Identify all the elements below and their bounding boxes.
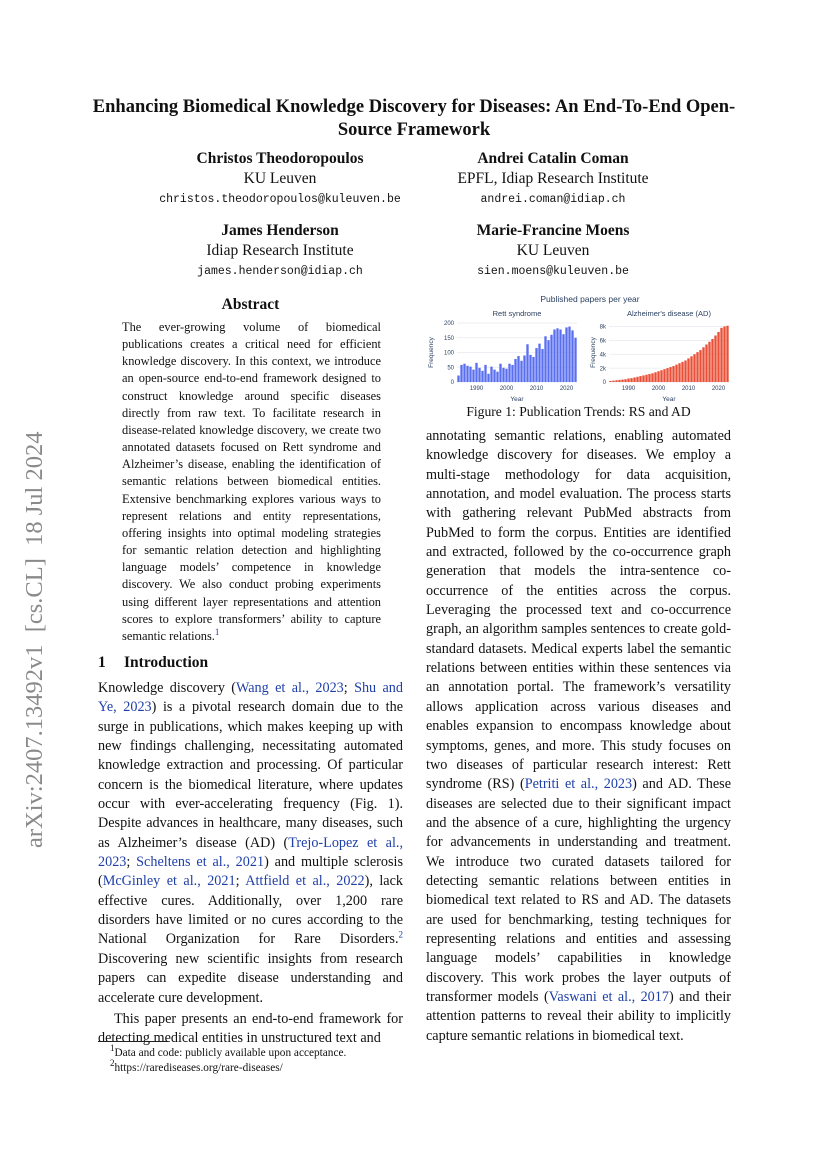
bar — [702, 347, 704, 382]
y-tick-label: 0 — [450, 380, 454, 387]
bar — [630, 378, 632, 382]
bar — [571, 330, 573, 382]
bar — [627, 379, 629, 382]
bar — [690, 356, 692, 382]
bar — [684, 360, 686, 382]
bar — [556, 328, 558, 382]
bar — [505, 369, 507, 382]
intro-right-column — [426, 427, 731, 1046]
section-number: 1 — [98, 654, 106, 671]
author-block-3 — [130, 221, 430, 280]
bar — [672, 366, 674, 382]
footnote-mark: 1 — [110, 1043, 115, 1054]
bar — [687, 358, 689, 382]
bar — [511, 365, 513, 382]
bar — [693, 354, 695, 382]
bar — [615, 380, 617, 382]
text-run: ; — [343, 680, 355, 696]
footnote-2 — [110, 1058, 410, 1076]
bar — [493, 370, 495, 382]
intro-paragraph-3 — [426, 427, 731, 1046]
bar — [708, 342, 710, 382]
abstract-text — [122, 319, 381, 645]
author-block-4 — [403, 221, 703, 280]
bar — [520, 361, 522, 382]
bar — [681, 362, 683, 382]
footnote-text[interactable]: https://rarediseases.org/rare-diseases/ — [114, 1062, 283, 1074]
bar — [490, 367, 492, 382]
y-tick-label: 200 — [443, 321, 454, 328]
text-run: ) is a pivotal research domain due to the surge in publications, which makes keeping up with new findings challenging, necessitating automated knowledge extraction and processing. Of particular concern is the biomedical literature, where updates occur with ever-accelerating frequency (Fig. 1). Despite advances in healthcare, many diseases, such as Alzheimer’s disease (AD) ( — [98, 699, 403, 851]
y-tick-label: 0 — [602, 380, 606, 387]
bar — [496, 372, 498, 382]
chart-subtitle: Rett syndrome — [492, 309, 542, 318]
bar — [529, 355, 531, 382]
bar — [621, 380, 623, 382]
author-email[interactable]: james.henderson@idiap.ch — [197, 265, 363, 278]
bar — [487, 374, 489, 382]
bar — [663, 369, 665, 382]
bar — [523, 355, 525, 382]
y-tick-label: 4k — [599, 352, 606, 359]
bar — [612, 381, 614, 382]
bar — [526, 344, 528, 382]
footnote-marker[interactable]: 1 — [214, 626, 220, 637]
text-run: ) and multiple sclerosis ( — [98, 854, 403, 890]
footnote-divider — [98, 1041, 168, 1042]
figure-caption: Figure 1: Publication Trends: RS and AD — [466, 404, 691, 419]
bar — [472, 370, 474, 382]
author-affiliation: KU Leuven — [516, 242, 590, 259]
bar — [514, 359, 516, 382]
bar — [562, 334, 564, 382]
section-heading — [98, 654, 208, 672]
text-run: annotating semantic relations, enabling automated knowledge discovery for diseases. We employ a multi-stage methodology for data acquisition, annotation, and model evaluation. The process starts with gathering relevant PubMed abstracts from PubMed to form the corpus. Entities are identified and extracted, followed by the co-occurrence graph generation that models the intra-sentence co-occurrence of the entities across the corpus. Leveraging the processed text and co-occurrence graph, an algorithm samples sentences to create gold-standard datasets. Medical experts label the semantic relations between entities within these sentences via an annotation portal. The framework’s versatility allows application across various diseases and enables expansion to encompass knowledge about symptoms, genes, and more. This study focuses on two diseases of particular research interest: Rett syndrome (RS) ( — [426, 428, 731, 793]
intro-paragraph-2: This paper presents an end-to-end framework for detecting medical entities in unstructured text and — [98, 1010, 403, 1047]
bar — [714, 335, 716, 382]
publication-trends-figure — [420, 290, 740, 405]
figure-title: Published papers per year — [540, 294, 640, 304]
bar — [654, 372, 656, 382]
bar — [508, 364, 510, 382]
arxiv-identifier — [8, 360, 52, 860]
bar — [648, 374, 650, 382]
bar — [720, 328, 722, 382]
citation-link[interactable]: McGinley et al., 2021 — [102, 873, 236, 890]
arxiv-identifier-text: arXiv:2407.13492v1 [cs.CL] 18 Jul 2024 — [21, 431, 48, 848]
x-tick-label: 2010 — [681, 386, 696, 392]
x-tick-label: 2020 — [559, 386, 574, 392]
author-name: Christos Theodoropoulos — [196, 150, 364, 167]
author-affiliation: Idiap Research Institute — [206, 242, 354, 259]
bar — [609, 381, 611, 382]
section-title: Introduction — [124, 654, 209, 671]
bar — [466, 366, 468, 382]
x-tick-label: 2020 — [711, 386, 726, 392]
bar — [469, 367, 471, 382]
intro-left-column — [98, 679, 403, 1049]
bar — [517, 356, 519, 382]
bar — [657, 371, 659, 382]
bar — [538, 344, 540, 382]
bar — [624, 379, 626, 382]
bar — [705, 345, 707, 382]
bar — [636, 377, 638, 382]
abstract-paragraph: The ever-growing volume of biomedical publications creates a critical need for efficient knowledge discovery. In this context, we introduce an open-source end-to-end framework designed to construct knowledge around specific diseases directly from raw text. To facilitate research in disease-related knowledge discovery, we create two annotated datasets focused on Rett syndrome and Alzheimer’s disease, enabling the identification of semantic relations between biomedical entities. Extensive benchmarking explores various ways to represent relations and entity representations, offering insights into optimal modeling strategies for semantic relation detection and highlighting language models’ competence in knowledge discovery. We also conduct probing experiments using different layer representations and attention scores to explore transformers’ ability to capture semantic relations. — [122, 320, 381, 643]
figure-svg — [420, 290, 740, 405]
x-tick-label: 1990 — [621, 386, 636, 392]
author-name: Marie-Francine Moens — [476, 222, 630, 239]
footnote-mark: 2 — [110, 1058, 115, 1069]
text-run: ), lack effective cures. Additionally, over 1,200 rare disorders have limited or no cures according to the National Organization for Rare Disorders. — [98, 873, 403, 948]
y-axis-label: Frequency — [590, 337, 597, 368]
chart-subtitle: Alzheimer's disease (AD) — [627, 309, 711, 318]
citation-link[interactable]: Attfield et al., 2022 — [245, 873, 365, 890]
bar — [669, 367, 671, 382]
text-run: Discovering new scientific insights from research papers can expedite disease understanding and accelerate cure development. — [98, 950, 403, 1006]
text-run: ; — [235, 873, 246, 890]
bar — [717, 332, 719, 382]
bar — [550, 335, 552, 382]
bar — [541, 349, 543, 382]
bar — [675, 365, 677, 382]
citation-link[interactable]: Scheltens et al., 2021 — [136, 854, 265, 871]
bar — [726, 326, 728, 382]
author-name: Andrei Catalin Coman — [477, 150, 629, 167]
y-tick-label: 8k — [599, 324, 606, 331]
bar — [535, 348, 537, 382]
bar — [478, 368, 480, 382]
bar — [460, 365, 462, 382]
text-run: ; — [126, 854, 137, 871]
bar — [559, 329, 561, 382]
x-tick-label: 2000 — [651, 386, 666, 392]
citation-link[interactable]: Wang et al., 2023 — [236, 680, 344, 696]
author-email[interactable]: andrei.coman@idiap.ch — [480, 193, 626, 206]
bar — [711, 339, 713, 382]
bar — [499, 364, 501, 382]
x-tick-label: 2010 — [529, 386, 544, 392]
bar — [696, 352, 698, 382]
author-affiliation: EPFL, Idiap Research Institute — [457, 170, 649, 187]
author-email[interactable]: christos.theodoropoulos@kuleuven.be — [159, 193, 401, 206]
abstract-heading: Abstract — [221, 296, 280, 313]
intro-paragraph-1 — [98, 679, 403, 1008]
bar — [639, 376, 641, 382]
y-tick-label: 6k — [599, 338, 606, 345]
y-axis-label: Frequency — [428, 337, 435, 368]
bar — [574, 338, 576, 382]
ad-chart — [590, 309, 729, 403]
bar — [666, 368, 668, 382]
x-tick-label: 2000 — [499, 386, 514, 392]
bar — [475, 363, 477, 382]
bar — [547, 340, 549, 382]
citation-link[interactable]: Petriti et al., 2023 — [524, 776, 633, 793]
x-axis-label: Year — [510, 396, 524, 403]
footnote-marker[interactable]: 2 — [398, 929, 403, 940]
bar — [463, 364, 465, 382]
footnote-1 — [110, 1043, 410, 1061]
bar — [553, 329, 555, 382]
y-tick-label: 100 — [443, 350, 454, 357]
bar — [544, 336, 546, 382]
citation-link[interactable]: Vaswani et al., 2017 — [548, 988, 669, 1005]
x-tick-label: 1990 — [469, 386, 484, 392]
author-email[interactable]: sien.moens@kuleuven.be — [477, 265, 629, 278]
bar — [699, 350, 701, 382]
bar — [618, 380, 620, 382]
citation-link[interactable]: Trejo-Lopez et al., 2023 — [98, 834, 403, 871]
y-tick-label: 150 — [443, 335, 454, 342]
paper-title: Enhancing Biomedical Knowledge Discovery for Diseases: An End-To-End Open-Source Framework — [92, 97, 736, 140]
text-run: Knowledge discovery ( — [98, 680, 236, 696]
footnotes — [110, 1043, 410, 1076]
bar — [568, 327, 570, 382]
author-block-1 — [130, 149, 430, 208]
bar — [484, 365, 486, 382]
text-run: ) and their attention patterns to reveal their ability to implicitly capture semantic relations in biomedical text. — [426, 988, 731, 1044]
bar — [502, 368, 504, 382]
y-tick-label: 50 — [447, 365, 454, 372]
bar — [633, 377, 635, 382]
author-name: James Henderson — [221, 222, 339, 239]
bar — [678, 363, 680, 382]
citation-link[interactable]: Shu and Ye, 2023 — [98, 680, 403, 716]
rett-chart — [428, 309, 577, 403]
bar — [651, 373, 653, 382]
y-tick-label: 2k — [599, 366, 606, 373]
bar — [723, 326, 725, 382]
x-axis-label: Year — [662, 396, 676, 403]
text-run: ) and AD. These diseases are selected due to their significant impact and the absence of a cure, highlighting the urgency for advancements in understanding and treatment. We introduce two curated datasets tailored for detecting semantic relations between entities in biomedical text related to RS and AD. The datasets are used for benchmarking, testing techniques for representing relations and entities and assessing language models’ capabilities in knowledge discovery. This work probes the layer outputs of transformer models ( — [426, 776, 731, 1005]
bar — [565, 327, 567, 382]
bar — [660, 370, 662, 382]
bar — [481, 371, 483, 382]
bar — [645, 375, 647, 382]
bar — [532, 357, 534, 382]
bar — [642, 375, 644, 382]
author-affiliation: KU Leuven — [243, 170, 317, 187]
author-block-2 — [403, 149, 703, 208]
bar — [457, 376, 459, 382]
footnote-text: Data and code: publicly available upon acceptance. — [114, 1047, 347, 1059]
